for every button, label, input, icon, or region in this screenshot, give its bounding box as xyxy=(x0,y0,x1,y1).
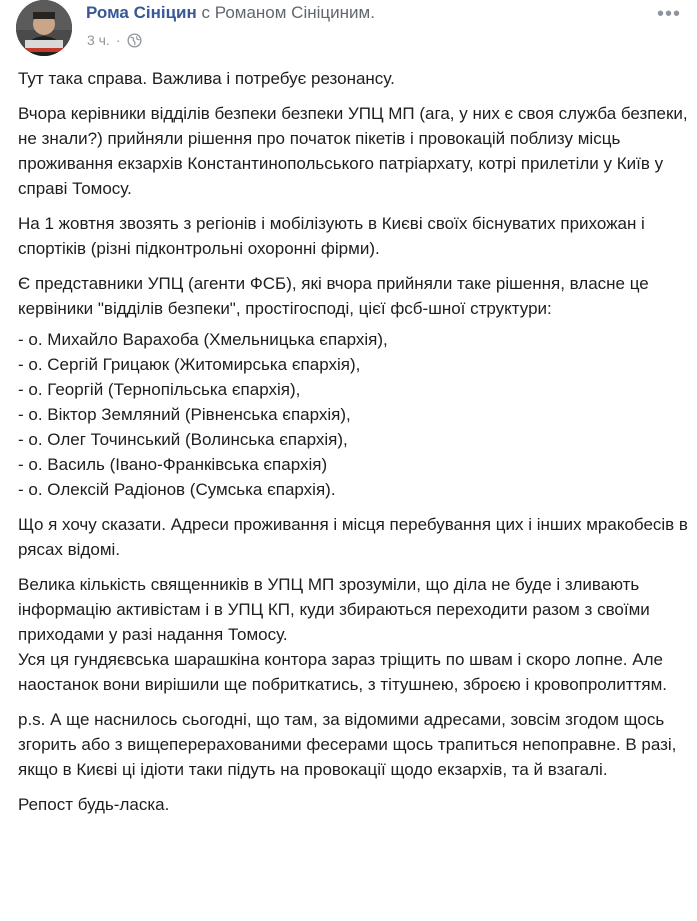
post-timestamp[interactable]: 3 ч. xyxy=(87,32,110,48)
post-paragraph: Вчора керівники відділів безпеки безпеки УПЦ МП (ага, у них є своя служба безпеки, не знали?) прийняли рішення про початок пікетів і провокацій поблизу місць проживання екзархів Константинопольського патріархату, котрі прилетіли у Київ у справі Томосу. xyxy=(18,104,688,198)
post-paragraph: Що я хочу сказати. Адреси проживання і місця перебування цих і інших мракобесів в рясах відомі. xyxy=(18,515,688,559)
post-paragraph: Тут така справа. Важлива і потребує резонансу. xyxy=(18,69,395,88)
list-item: - о. Михайло Варахоба (Хмельницька єпархія), xyxy=(18,330,388,349)
post-paragraph: Є представники УПЦ (агенти ФСБ), які вчора прийняли таке рішення, власне це кервіники "відділів безпеки", простігосподі, цієї фсб-шної структури: xyxy=(18,274,649,318)
post-body xyxy=(18,66,688,827)
list-item: - о. Георгій (Тернопільська єпархія), xyxy=(18,380,301,399)
list-item: - о. Сергій Грицаюк (Житомирська єпархія), xyxy=(18,355,361,374)
more-horizontal-icon[interactable]: ••• xyxy=(656,3,681,25)
post-meta xyxy=(87,31,142,49)
profile-avatar-icon xyxy=(16,0,72,56)
globe-icon[interactable] xyxy=(127,33,142,48)
post-paragraph: p.s. А ще наснилось сьогодні, що там, за відомими адресами, зовсім згодом щось згорить або з вищеперерахованими фесерами щось трапиться непоправне. В разі, якщо в Києві ці ідіоти таки підуть на провокації щодо екзархів, та й взагалі. xyxy=(18,710,677,779)
post-paragraph: Уся ця гундяєвська шарашкіна контора зараз тріщить по швам і скоро лопне. Але наостанок вони вирішили ще побриткатись, з тітушнею, зброєю і кровопролиттям. xyxy=(18,650,667,694)
list-item: - о. Олексій Радіонов (Сумська єпархія). xyxy=(18,480,336,499)
post-header xyxy=(0,0,697,60)
avatar[interactable] xyxy=(16,0,72,56)
list-item: - о. Віктор Земляний (Рівненська єпархія), xyxy=(18,405,351,424)
post-paragraph: Велика кількість священників в УПЦ МП зрозуміли, що діла не буде і зливають інформацію активістам і в УПЦ КП, куди збираються переходити разом з своїми приходами у разі надання Томосу. xyxy=(18,575,650,644)
list-item: - о. Василь (Івано-Франківська єпархія) xyxy=(18,455,328,474)
post-paragraph: Репост будь-ласка. xyxy=(18,795,170,814)
tagged-with-text[interactable]: с Романом Сініциним. xyxy=(201,3,375,22)
priests-list xyxy=(18,327,688,502)
post-paragraph: На 1 жовтня звозять з регіонів і мобілізують в Києві своїх біснуватих прихожан і спортіків (різні підконтрольні охоронні фірми). xyxy=(18,214,645,258)
list-item: - о. Олег Точинський (Волинська єпархія), xyxy=(18,430,348,449)
author-line xyxy=(86,3,375,23)
author-name-link[interactable]: Рома Сініцин xyxy=(86,3,197,22)
meta-separator: · xyxy=(115,32,121,48)
